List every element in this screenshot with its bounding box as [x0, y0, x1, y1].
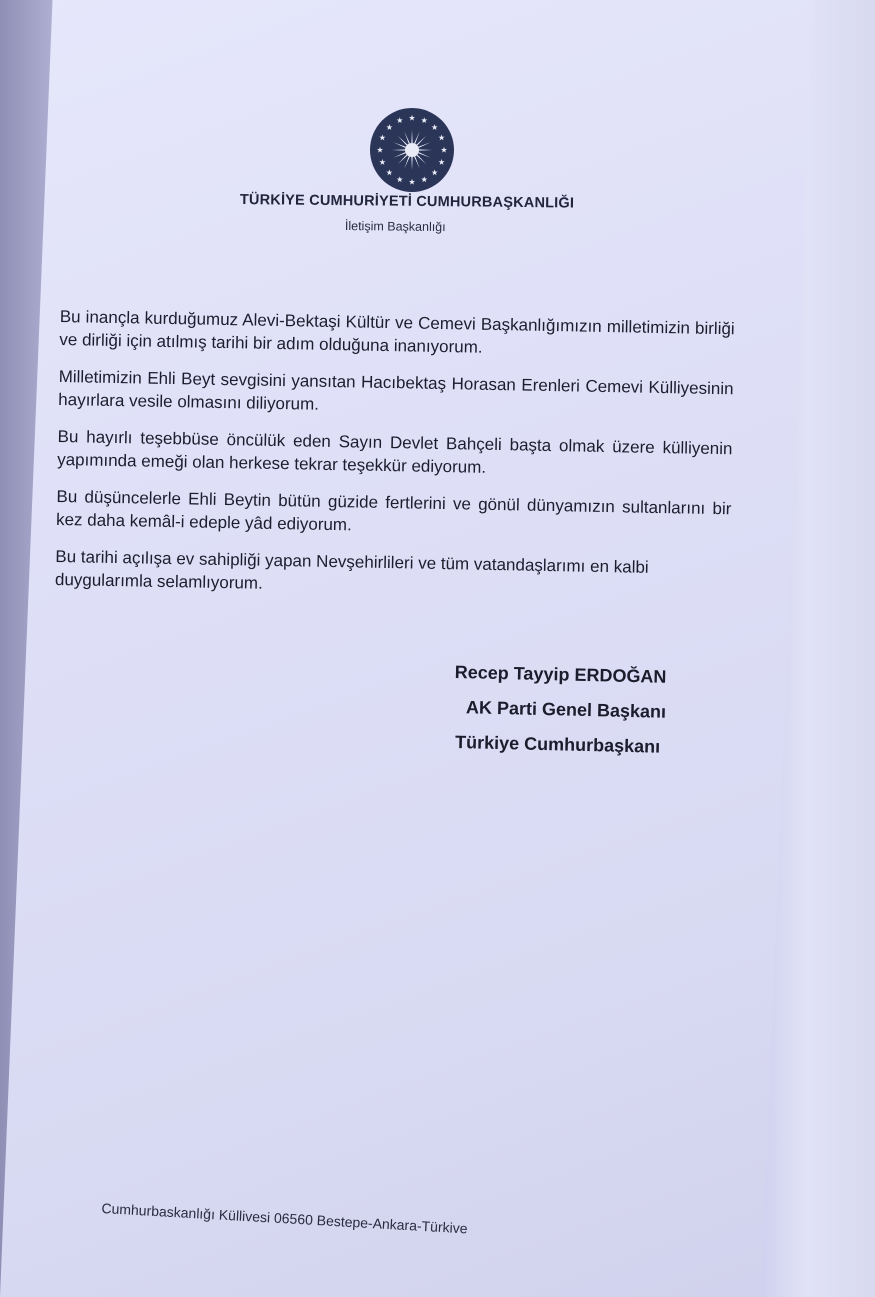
paragraph: Bu düşüncelerle Ehli Beytin bütün güzide fertlerini ve gönül dünyamızın sultanlarını bir kez daha kemâl-i edeple yâd ediyorum.: [55, 486, 732, 535]
paragraph: Bu tarihi açılışa ev sahipliği yapan Nevşehirlileri ve tüm vatandaşlarımı en kalbi duygularımla selamlıyorum.: [54, 546, 649, 593]
paragraph: Bu inançla kurduğumuz Alevi-Bektaşi Kültür ve Cemevi Başkanlığımızın milletimizin birliği ve dirliği için atılmış tarihi bir adım olduğuna inanıyorum.: [59, 306, 735, 357]
signatory-title: AK Parti Genel Başkanı: [465, 697, 667, 722]
letter-body: [55, 305, 735, 617]
presidential-seal-icon: [368, 106, 456, 194]
paragraph: Bu hayırlı teşebbüse öncülük eden Sayın Devlet Bahçeli başta olmak üzere külliyenin yapımında emeği olan herkese tekrar teşekkür ediyorum.: [56, 426, 733, 477]
signature-block: [453, 662, 667, 772]
signatory-name: Recep Tayyip ERDOĞAN: [454, 662, 667, 687]
organization-title: TÜRKİYE CUMHURİYETİ CUMHURBAŞKANLIĞI: [239, 192, 575, 212]
department-subtitle: İletişim Başkanlığı: [344, 219, 446, 235]
footer-address: Cumhurbaskanlığı Küllivesi 06560 Bestepe-Ankara-Türkive: [101, 1200, 468, 1237]
paragraph: Milletimizin Ehli Beyt sevgisini yansıtan Hacıbektaş Horasan Erenleri Cemevi Külliyesinin hayırlara vesile olmasını diliyorum.: [58, 366, 734, 414]
signatory-title: Türkiye Cumhurbaşkanı: [454, 732, 661, 757]
